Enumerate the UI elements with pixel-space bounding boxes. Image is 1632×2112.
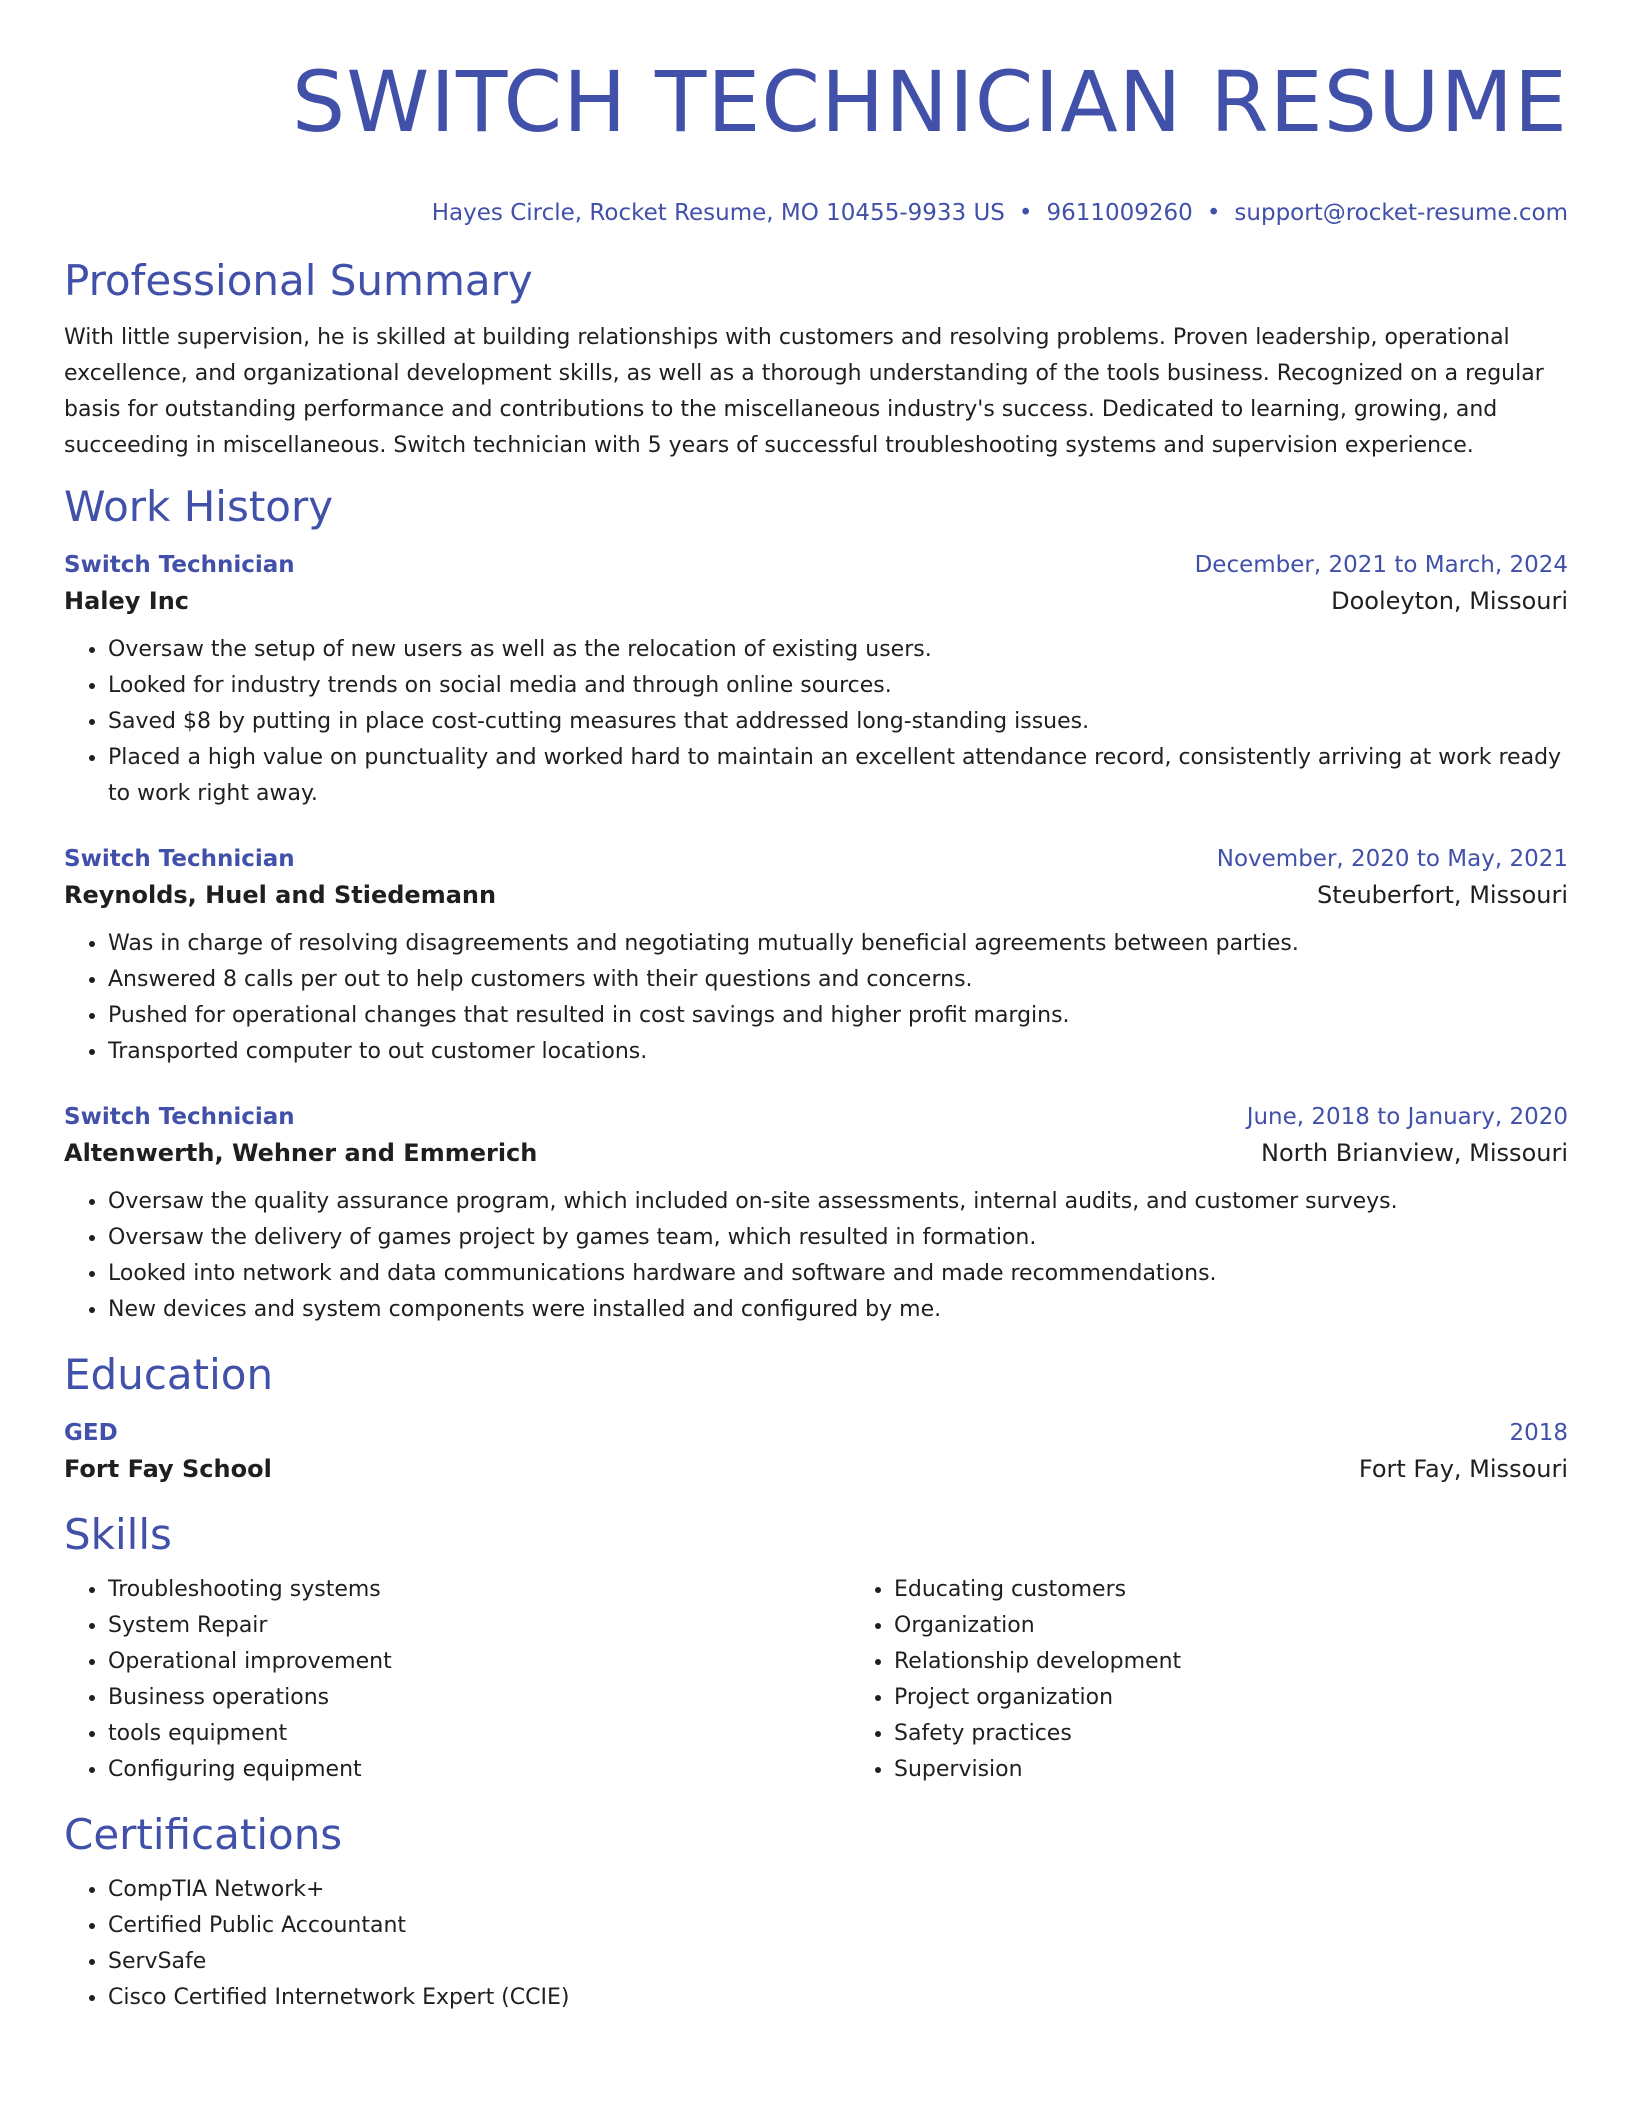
education-section [64, 1348, 1568, 1488]
list-item: • Supervision [894, 1752, 1181, 1788]
contact-separator: • [1018, 200, 1033, 226]
job-header-row [64, 842, 1568, 876]
contact-address: Hayes Circle, Rocket Resume, MO 10455-9933 US [431, 200, 1005, 226]
job-entry [64, 1100, 1568, 1328]
contact-email[interactable]: support@rocket-resume.com [1234, 200, 1568, 226]
list-item: • Transported computer to out customer locations. [108, 1034, 1568, 1070]
job-location: Dooleyton, Missouri [1331, 587, 1568, 615]
list-item: • Pushed for operational changes that resulted in cost savings and higher profit margins. [108, 998, 1568, 1034]
education-school: Fort Fay School [64, 1455, 272, 1483]
job-location: North Brianview, Missouri [1260, 1139, 1568, 1167]
job-title: Switch Technician [64, 552, 295, 578]
skills-heading: Skills [64, 1510, 172, 1559]
education-header-row [64, 1416, 1568, 1450]
list-item: • Certified Public Accountant [108, 1908, 1568, 1944]
certifications-list [64, 1872, 1568, 2016]
certifications-heading: Certifications [64, 1810, 343, 1859]
job-dates: June, 2018 to January, 2020 [1246, 1104, 1568, 1130]
list-item: • Troubleshooting systems [108, 1572, 850, 1608]
education-location: Fort Fay, Missouri [1358, 1455, 1568, 1483]
skills-list-right [850, 1572, 1181, 1788]
work-history-section [64, 480, 1568, 1328]
job-header-row [64, 1100, 1568, 1134]
job-company: Altenwerth, Wehner and Emmerich [64, 1139, 538, 1167]
job-location: Steuberfort, Missouri [1317, 881, 1568, 909]
list-item: • CompTIA Network+ [108, 1872, 1568, 1908]
list-item: • Operational improvement [108, 1644, 850, 1680]
education-degree: GED [64, 1420, 118, 1446]
contact-phone: 9611009260 [1046, 200, 1193, 226]
skills-list-left [64, 1572, 850, 1788]
job-title: Switch Technician [64, 846, 295, 872]
resume-header [64, 0, 1568, 228]
list-item: • Cisco Certified Internetwork Expert (CCIE) [108, 1980, 1568, 2016]
work-history-heading: Work History [64, 482, 334, 531]
summary-text: With little supervision, he is skilled at building relationships with customers and resolving problems. Proven leadership, operational excellence, and organizational development skills, as well as a thorough understanding of the tools business. Recognized on a regular basis for outstanding performance and contributions to the miscellaneous industry's success. Dedicated to learning, growing, and succeeding in miscellaneous. Switch technician with 5 years of successful troubleshooting systems and supervision experience. [64, 325, 1544, 458]
job-dates: December, 2021 to March, 2024 [1194, 552, 1568, 578]
job-dates: November, 2020 to May, 2021 [1216, 846, 1568, 872]
job-entry [64, 842, 1568, 1070]
list-item: • Answered 8 calls per out to help customers with their questions and concerns. [108, 962, 1568, 998]
summary-section [64, 254, 1568, 464]
summary-heading: Professional Summary [64, 256, 533, 305]
resume-title: SWITCH TECHNICIAN RESUME [291, 53, 1568, 151]
education-heading: Education [64, 1350, 274, 1399]
list-item: • Oversaw the setup of new users as well as the relocation of existing users. [108, 632, 1568, 668]
job-company-row [64, 582, 1568, 620]
job-entry [64, 548, 1568, 812]
list-item: • Was in charge of resolving disagreements and negotiating mutually beneficial agreements between parties. [108, 926, 1568, 962]
list-item: • Oversaw the delivery of games project by games team, which resulted in formation. [108, 1220, 1568, 1256]
job-bullets [64, 926, 1568, 1070]
job-company-row [64, 876, 1568, 914]
education-entry [64, 1416, 1568, 1488]
list-item: • tools equipment [108, 1716, 850, 1752]
job-title: Switch Technician [64, 1104, 295, 1130]
certifications-section [64, 1808, 1568, 2016]
list-item: • Business operations [108, 1680, 850, 1716]
job-header-row [64, 548, 1568, 582]
list-item: • Configuring equipment [108, 1752, 850, 1788]
job-bullets [64, 1184, 1568, 1328]
job-company: Reynolds, Huel and Stiedemann [64, 881, 497, 909]
list-item: • Saved $8 by putting in place cost-cutting measures that addressed long-standing issues. [108, 704, 1568, 740]
list-item: • System Repair [108, 1608, 850, 1644]
list-item: • Project organization [894, 1680, 1181, 1716]
education-year: 2018 [1509, 1420, 1568, 1446]
skills-columns [64, 1562, 1568, 1788]
job-company-row [64, 1134, 1568, 1172]
list-item: • Organization [894, 1608, 1181, 1644]
list-item: • Placed a high value on punctuality and worked hard to maintain an excellent attendance record, consistently arriving at work ready to work right away. [108, 740, 1568, 812]
list-item: • Oversaw the quality assurance program, which included on-site assessments, internal audits, and customer surveys. [108, 1184, 1568, 1220]
list-item: • ServSafe [108, 1944, 1568, 1980]
list-item: • Looked into network and data communications hardware and software and made recommendations. [108, 1256, 1568, 1292]
list-item: • Educating customers [894, 1572, 1181, 1608]
education-school-row [64, 1450, 1568, 1488]
contact-separator: • [1206, 200, 1221, 226]
job-company: Haley Inc [64, 587, 190, 615]
list-item: • Relationship development [894, 1644, 1181, 1680]
job-bullets [64, 632, 1568, 812]
list-item: • Looked for industry trends on social media and through online sources. [108, 668, 1568, 704]
contact-line [64, 198, 1568, 228]
list-item: • Safety practices [894, 1716, 1181, 1752]
skills-section [64, 1508, 1568, 1788]
list-item: • New devices and system components were installed and configured by me. [108, 1292, 1568, 1328]
